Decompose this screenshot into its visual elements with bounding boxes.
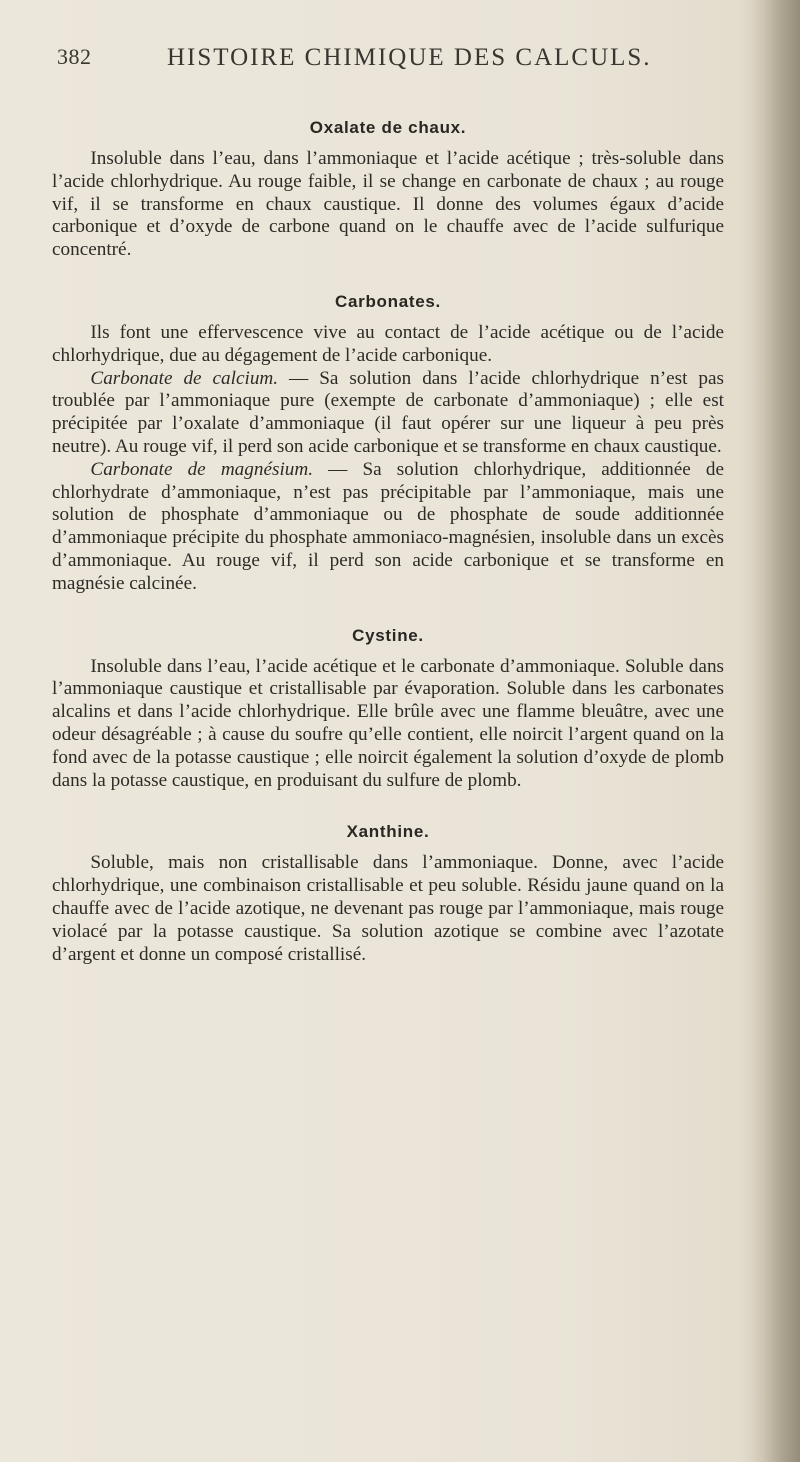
paragraph (52, 322, 724, 368)
paragraph (52, 656, 724, 793)
section-title: Oxalate de chaux. (309, 118, 467, 137)
running-head: HISTOIRE CHIMIQUE DES CALCULS. (167, 44, 652, 71)
paragraph-text: Insoluble dans l’eau, l’acide acétique et le carbonate d’ammoniaque. Soluble dans l’ammoniaque caustique et cristallisable par évaporation. Soluble dans les carbonates alcalins et dans l’acide chlorhydrique. Elle brûle avec une flamme bleuâtre, avec une odeur désagréable ; à cause du soufre qu’elle contient, elle noircit l’argent quand on la fond avec de la potasse caustique ; elle noircit également la solution d’oxyde de plomb dans la potasse caustique, en produisant du sulfure de plomb. (52, 655, 724, 791)
paragraph (52, 852, 724, 966)
paragraph-text: Insoluble dans l’eau, dans l’ammoniaque et l’acide acétique ; très-soluble dans l’acide chlorhydrique. Au rouge faible, il se change en carbonate de chaux ; au rouge vif, il se transforme en chaux caustique. Il donne des volumes égaux d’acide carbonique et d’oxyde de carbone quand on le chauffe avec de l’acide sulfurique concentré. (52, 148, 724, 261)
page-number: 382 (57, 44, 92, 69)
paragraph-text: — Sa solution dans l’acide chlorhydrique n’est pas troublée par l’ammoniaque pure (exempte de carbonate d’ammoniaque) ; elle est précipitée par l’oxalate d’ammoniaque (il faut opérer sur une liqueur à peu près neutre). Au rouge vif, il perd son acide carbonique et se transforme en chaux caustique. (52, 367, 724, 457)
section-carbonates (52, 292, 724, 596)
paragraph-text: Soluble, mais non cristallisable dans l’ammoniaque. Donne, avec l’acide chlorhydrique, une combinaison cristallisable et peu soluble. Résidu jaune quand on la chauffe avec de l’acide azotique, ne devenant pas rouge par l’ammoniaque, mais rouge violacé par la potasse caustique. Sa solution azotique se combine avec l’azotate d’argent et donne un composé cristallisé. (52, 852, 724, 965)
page-body (52, 118, 724, 966)
paragraph (52, 148, 724, 262)
section-title: Cystine. (352, 625, 424, 645)
paragraph (52, 459, 724, 596)
paragraph (52, 368, 724, 459)
section-title: Carbonates. (335, 291, 441, 311)
paragraph-text: — Sa solution chlorhydrique, additionnée de chlorhydrate d’ammoniaque, n’est pas précipitable par l’ammoniaque, mais une solution de phosphate d’ammoniaque ou de phosphate de soude additionnée d’ammoniaque précipite du phosphate ammoniaco-magnésien, insoluble dans un excès d’ammoniaque. Au rouge vif, il perd son acide carbonique et se transforme en magnésie calcinée. (52, 458, 725, 594)
paragraph-lead: Carbonate de calcium. (90, 367, 279, 389)
page-edge-shadow (742, 0, 800, 1462)
section-oxalate (52, 118, 724, 262)
page-header (0, 44, 800, 88)
paragraph-text: Ils font une effervescence vive au contact de l’acide acétique ou de l’acide chlorhydrique, due au dégagement de l’acide carbonique. (52, 321, 724, 366)
section-title: Xanthine. (346, 822, 430, 842)
section-xanthine (52, 822, 724, 966)
section-cystine (52, 626, 724, 793)
paragraph-lead: Carbonate de magnésium. (90, 458, 314, 480)
